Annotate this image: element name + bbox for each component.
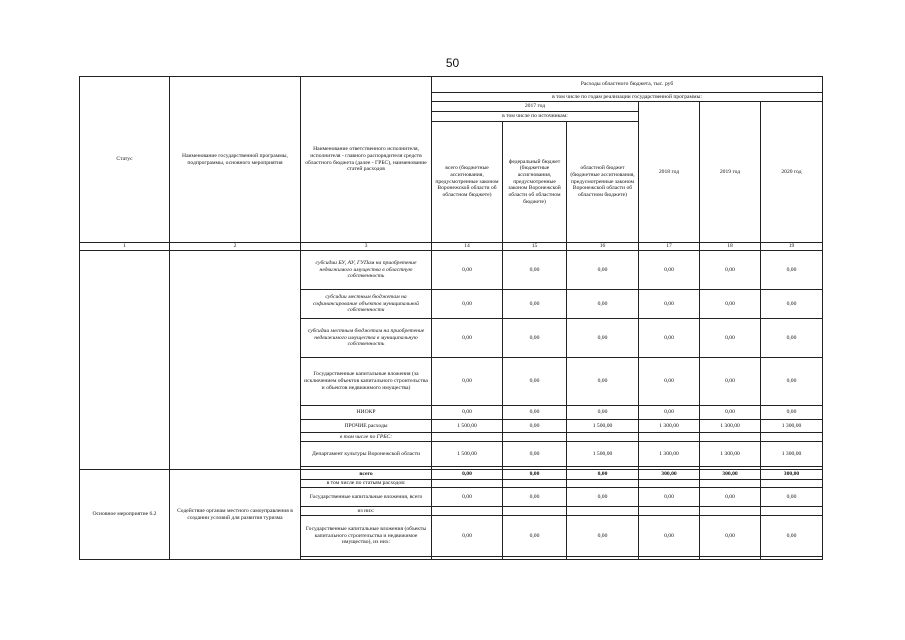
col-number: 19 (761, 243, 823, 251)
empty-cell (639, 507, 700, 516)
col-number: 17 (639, 243, 700, 251)
department-label: Департамент культуры Воронежской области (301, 442, 432, 467)
header-federal-col: федеральный бюджет (бюджетные ассигнования, предусмотренные законом Воронежской области об областном бюджете) (503, 122, 567, 243)
value-cell: 0,00 (639, 516, 700, 557)
value-cell: 0,00 (503, 488, 567, 507)
col-number: 18 (700, 243, 761, 251)
spacer-cell (639, 557, 700, 560)
header-by-sources: в том числе по источникам: (432, 112, 639, 122)
value-cell: 0,00 (567, 470, 639, 480)
header-executor: Наименование ответственного исполнителя, исполнителя - главного распорядителя средств областного бюджета (далее - ГРБС), наименование статей расходов (301, 77, 432, 243)
value-cell: 0,00 (761, 406, 823, 420)
value-cell: 0,00 (503, 420, 567, 433)
value-cell: 1 500,00 (567, 420, 639, 433)
header-program-name: Наименование государственной программы, подпрограммы, основного мероприятия (170, 77, 301, 243)
col-number: 14 (432, 243, 503, 251)
value-cell: 0,00 (503, 358, 567, 406)
value-cell: 0,00 (432, 406, 503, 420)
value-cell: 0,00 (700, 516, 761, 557)
empty-cell (503, 433, 567, 442)
gov-invest-label: Государственные капитальные вложения, всего (301, 488, 432, 507)
empty-cell (639, 480, 700, 488)
program-cell-empty (170, 251, 301, 470)
header-regional-col: областной бюджет (бюджетные ассигнования, предусмотренные законом Воронежской области об областном бюджете) (567, 122, 639, 243)
value-cell: 0,00 (567, 251, 639, 290)
event-total-label: всего (301, 470, 432, 480)
event-status: Основное мероприятие 6.2 (80, 470, 170, 560)
col-number: 1 (80, 243, 170, 251)
value-cell: 0,00 (432, 488, 503, 507)
spacer-cell (700, 557, 761, 560)
event-name: Содействие органам местного самоуправления в создании условий для развития туризма (170, 470, 301, 560)
status-cell-empty (80, 251, 170, 470)
col-number: 2 (170, 243, 301, 251)
spacer-cell (301, 557, 432, 560)
header-year-2019: 2019 год (700, 102, 761, 243)
value-cell: 0,00 (639, 319, 700, 358)
value-cell: 0,00 (761, 488, 823, 507)
value-cell: 0,00 (700, 406, 761, 420)
value-cell: 0,00 (700, 290, 761, 319)
value-cell: 0,00 (432, 358, 503, 406)
value-cell: 1 300,00 (639, 420, 700, 433)
value-cell: 0,00 (639, 358, 700, 406)
value-cell: 1 300,00 (761, 420, 823, 433)
value-cell: 1 300,00 (700, 442, 761, 467)
expense-label: субсидии местным бюджетам на софинансирование объектов муниципальной собственности (301, 290, 432, 319)
value-cell: 0,00 (503, 406, 567, 420)
value-cell: 0,00 (567, 319, 639, 358)
col-number: 15 (503, 243, 567, 251)
empty-cell (503, 480, 567, 488)
value-cell: 0,00 (567, 406, 639, 420)
col-number: 3 (301, 243, 432, 251)
empty-cell (567, 480, 639, 488)
header-year-2020: 2020 год (761, 102, 823, 243)
value-cell: 0,00 (761, 290, 823, 319)
spacer-cell (567, 557, 639, 560)
value-cell: 0,00 (761, 251, 823, 290)
empty-cell (567, 433, 639, 442)
value-cell: 0,00 (700, 251, 761, 290)
empty-cell (432, 507, 503, 516)
value-cell: 300,00 (639, 470, 700, 480)
empty-cell (761, 480, 823, 488)
value-cell: 0,00 (567, 358, 639, 406)
expense-label: НИОКР (301, 406, 432, 420)
value-cell: 0,00 (432, 516, 503, 557)
spacer-cell (761, 557, 823, 560)
empty-cell (700, 507, 761, 516)
value-cell: 0,00 (639, 488, 700, 507)
empty-cell (432, 480, 503, 488)
value-cell: 300,00 (700, 470, 761, 480)
gov-invest-objects-label: Государственные капитальные вложения (объекты капитального строительства и недвижимое имущество), из них: (301, 516, 432, 557)
value-cell: 0,00 (700, 488, 761, 507)
value-cell: 1 500,00 (432, 442, 503, 467)
empty-cell (639, 433, 700, 442)
header-total-col: всего (бюджетные ассигнования, предусмотренные законом Воронежской области об областном бюджете) (432, 122, 503, 243)
value-cell: 0,00 (503, 290, 567, 319)
spacer-cell (432, 557, 503, 560)
value-cell: 0,00 (639, 290, 700, 319)
value-cell: 1 500,00 (567, 442, 639, 467)
value-cell: 0,00 (503, 251, 567, 290)
expense-label: субсидии БУ, АУ, ГУПам на приобретение недвижимого имущества в областную собственность (301, 251, 432, 290)
header-year-2017: 2017 год (432, 102, 639, 112)
value-cell: 1 300,00 (761, 442, 823, 467)
value-cell: 0,00 (432, 251, 503, 290)
spacer-cell (503, 557, 567, 560)
value-cell: 0,00 (639, 251, 700, 290)
page-number: 50 (445, 56, 460, 70)
value-cell: 1 300,00 (639, 442, 700, 467)
value-cell: 0,00 (503, 319, 567, 358)
value-cell: 300,00 (761, 470, 823, 480)
expense-label: ПРОЧИЕ расходы (301, 420, 432, 433)
empty-cell (761, 507, 823, 516)
empty-cell (503, 507, 567, 516)
value-cell: 0,00 (567, 516, 639, 557)
value-cell: 0,00 (700, 358, 761, 406)
value-cell: 0,00 (503, 516, 567, 557)
by-articles-label: в том числе по статьям расходов: (301, 480, 432, 488)
empty-cell (761, 433, 823, 442)
value-cell: 0,00 (761, 358, 823, 406)
expense-label: субсидии местным бюджетам на приобретение недвижимого имущества в муниципальную собственность (301, 319, 432, 358)
grbs-label: в том числе по ГРБС: (301, 433, 432, 442)
value-cell: 0,00 (503, 470, 567, 480)
value-cell: 0,00 (503, 442, 567, 467)
empty-cell (700, 433, 761, 442)
value-cell: 1 300,00 (700, 420, 761, 433)
value-cell: 0,00 (761, 319, 823, 358)
value-cell: 0,00 (700, 319, 761, 358)
header-by-years: в том числе по годам реализации государственной программы: (432, 93, 823, 102)
header-status: Статус (80, 77, 170, 243)
value-cell: 0,00 (432, 290, 503, 319)
empty-cell (700, 480, 761, 488)
col-number: 16 (567, 243, 639, 251)
value-cell: 0,00 (567, 488, 639, 507)
empty-cell (567, 507, 639, 516)
value-cell: 0,00 (432, 470, 503, 480)
empty-cell (432, 433, 503, 442)
budget-table (79, 76, 823, 560)
header-budget-title: Расходы областного бюджета, тыс. руб (432, 77, 823, 93)
value-cell: 0,00 (432, 319, 503, 358)
expense-label: Государственные капитальные вложения (за исключением объектов капитального строительства и объектов недвижимого имущества) (301, 358, 432, 406)
value-cell: 0,00 (639, 406, 700, 420)
of-them-label: из них: (301, 507, 432, 516)
value-cell: 0,00 (567, 290, 639, 319)
value-cell: 1 500,00 (432, 420, 503, 433)
header-year-2018: 2018 год (639, 102, 700, 243)
value-cell: 0,00 (761, 516, 823, 557)
